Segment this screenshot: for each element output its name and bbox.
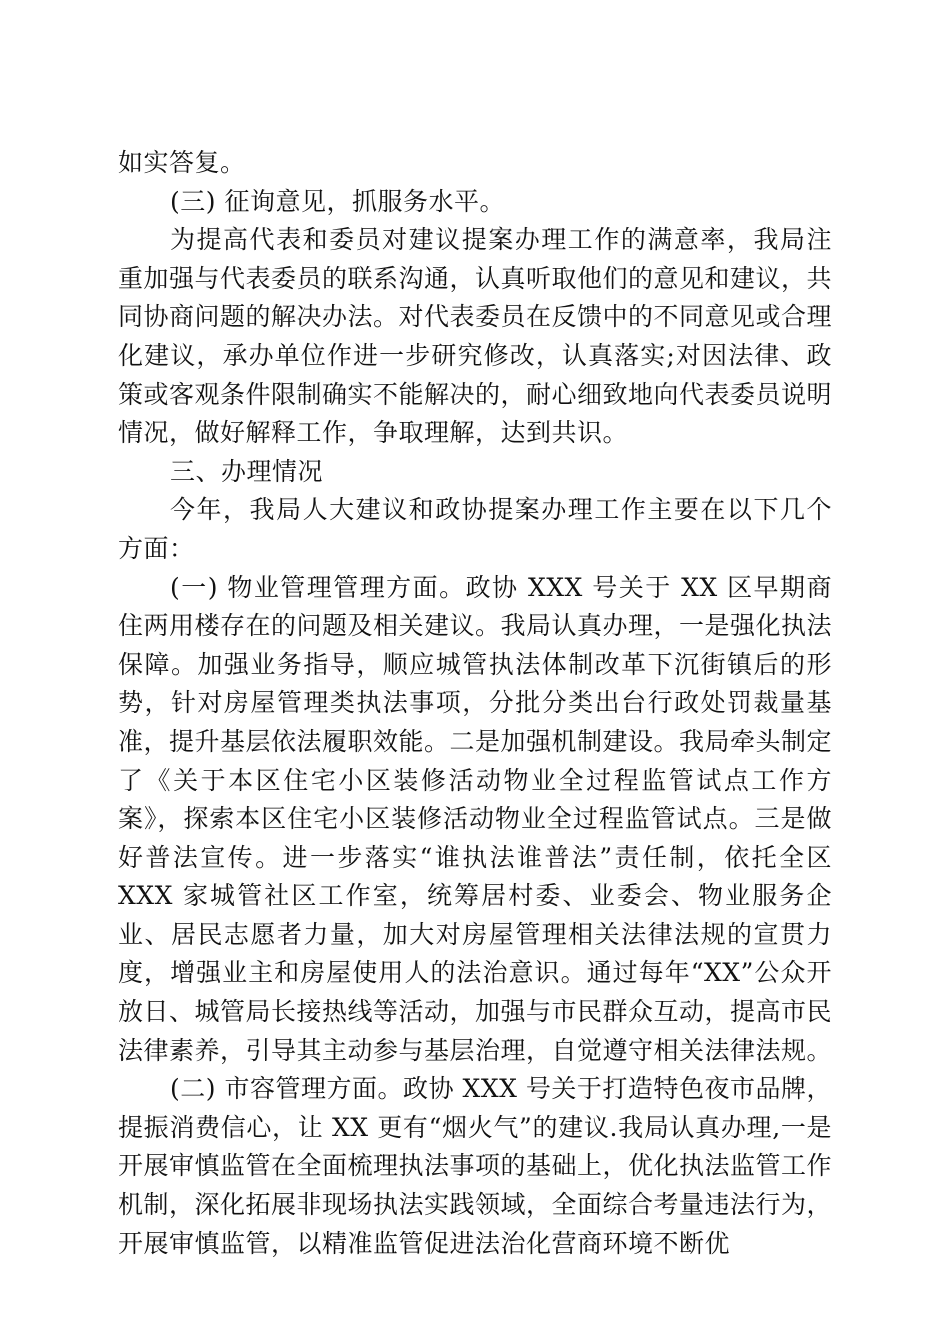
paragraph-property-management: (一) 物业管理管理方面。政协 XXX 号关于 XX 区早期商住两用楼存在的问题及相关建议。我局认真办理，一是强化执法保障。加强业务指导，顺应城管执法体制改革下沉街镇后的形势，针对房屋管理类执法事项，分批分类出台行政处罚裁量基准，提升基层依法履职效能。二是加强机制建设。我局牵头制定了《关于本区住宅小区装修活动物业全过程监管试点工作方案》，探索本区住宅小区装修活动物业全过程监管试点。三是做好普法宣传。进一步落实“谁执法谁普法”责任制，依托全区 XXX 家城管社区工作室，统筹居村委、业委会、物业服务企业、居民志愿者力量，加大对房屋管理相关法律法规的宣贯力度，增强业主和房屋使用人的法治意识。通过每年“XX”公众开放日、城管局长接热线等活动，加强与市民群众互动，提高市民法律素养，引导其主动参与基层治理，自觉遵守相关法律法规。 — [118, 572, 833, 1065]
paragraph-city-appearance: (二) 市容管理方面。政协 XXX 号关于打造特色夜市品牌，提振消费信心，让 XX 更有“烟火气”的建议.我局认真办理,一是开展审慎监管在全面梳理执法事项的基础上，优化执法监管工作机制，深化拓展非现场执法实践领域，全面综合考量违法行为，开展审慎监管，以精准监管促进法治化营商环境不断优 — [118, 1074, 833, 1258]
document-body — [118, 144, 832, 1263]
paragraph-intro: 今年，我局人大建议和政协提案办理工作主要在以下几个方面： — [118, 495, 832, 563]
paragraph-feedback: 为提高代表和委员对建议提案办理工作的满意率，我局注重加强与代表委员的联系沟通，认真听取他们的意见和建议，共同协商问题的解决办法。对代表委员在反馈中的不同意见或合理化建议，承办单位作进一步研究修改，认真落实;对因法律、政策或客观条件限制确实不能解决的，耐心细致地向代表委员说明情况，做好解释工作，争取理解，达到共识。 — [118, 225, 833, 448]
subsection-heading-3: (三) 征询意见，抓服务水平。 — [170, 186, 505, 216]
section-heading-handling: 三、办理情况 — [170, 456, 324, 486]
paragraph-continuation: 如实答复。 — [118, 148, 246, 177]
